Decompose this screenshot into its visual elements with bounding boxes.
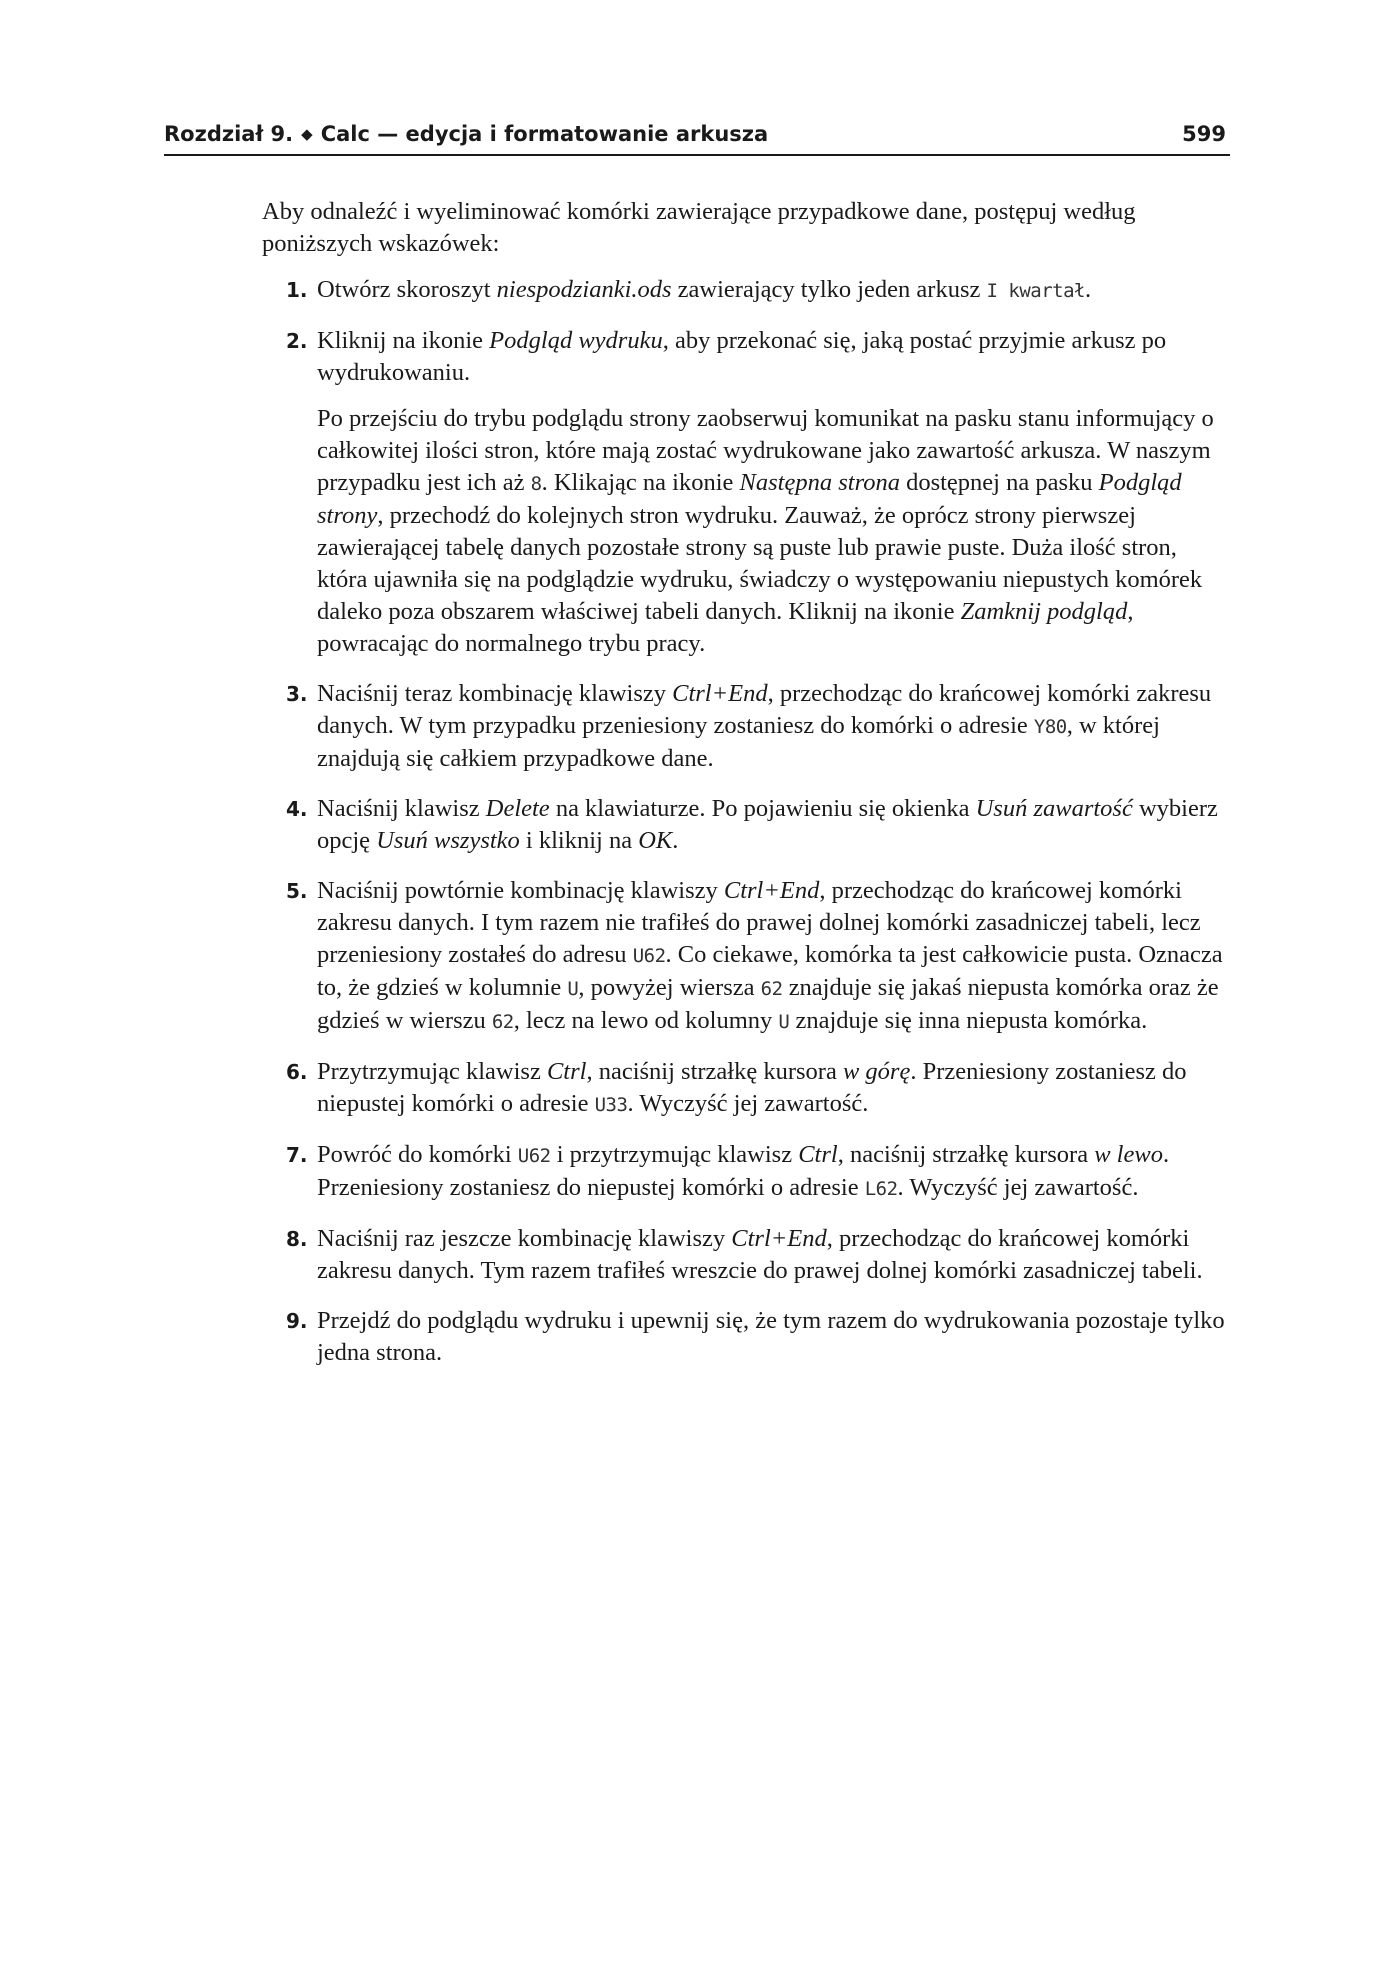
step-text — [317, 1305, 1230, 1369]
text-run: , przechodź do kolejnych stron wydruku. Zauważ, że oprócz strony pierwszej zawierającej tabelę danych pozostałe strony są puste lub prawie puste. Duża ilość stron, która ujawniła się na podglądzie wydruku, świadczy o występowaniu niepustych komórek daleko poza obszarem właściwej tabeli danych. Kliknij na ikonie — [317, 502, 1203, 625]
text-run: na klawiaturze. Po pojawieniu się okienka — [549, 795, 976, 822]
step-text — [317, 1139, 1230, 1205]
key-combo: Ctrl+End — [723, 877, 820, 904]
ui-term: Zamknij podgląd — [960, 598, 1128, 625]
page-body — [262, 196, 1230, 1387]
file-name: niespodzianki.ods — [496, 276, 672, 303]
text-run: Otwórz skoroszyt — [317, 276, 497, 303]
key-name: Ctrl — [798, 1141, 838, 1168]
step-8 — [262, 1223, 1230, 1287]
text-run: i przytrzymując klawisz — [550, 1141, 799, 1168]
step-text — [317, 875, 1230, 1038]
text-run: znajduje się jakaś niepusta komórka oraz że gdzieś w wierszu — [317, 974, 1219, 1034]
step-note — [317, 403, 1230, 660]
arrow-direction: w górę — [842, 1058, 911, 1085]
running-header — [164, 118, 1230, 156]
step-6 — [262, 1056, 1230, 1121]
text-run: Kliknij na ikonie — [317, 327, 490, 354]
text-run: Powróć do komórki — [317, 1141, 518, 1168]
step-7 — [262, 1139, 1230, 1205]
cell-address: U62 — [632, 945, 666, 967]
sheet-name: I kwartał — [986, 280, 1085, 302]
step-number: 7. — [286, 1143, 308, 1167]
text-run: . — [1084, 276, 1092, 303]
cell-address: U33 — [594, 1094, 628, 1116]
chapter-heading — [164, 122, 768, 146]
text-run: , przechodząc do krańcowej komórki zakresu danych. W tym przypadku przeniesiony zostaniesz do komórki o adresie — [317, 680, 1212, 739]
text-run: , przechodząc do krańcowej komórki zakresu danych. I tym razem nie trafiłeś do prawej dolnej komórki zasadniczej tabeli, lecz przeniesiony zostałeś do adresu — [317, 877, 1201, 968]
text-run: . Wyczyść jej zawartość. — [627, 1090, 869, 1117]
step-5 — [262, 875, 1230, 1038]
key-name: Ctrl — [546, 1058, 587, 1085]
code-value: 8 — [530, 473, 542, 495]
ui-term: Usuń wszystko — [376, 827, 520, 854]
text-run: , lecz na lewo od kolumny — [513, 1007, 779, 1034]
key-combo: Ctrl+End — [672, 680, 768, 707]
text-run: Przytrzymując klawisz — [317, 1058, 547, 1085]
step-number: 4. — [286, 797, 308, 821]
text-run: Po przejściu do trybu podglądu strony zaobserwuj komunikat na pasku stanu informujący o całkowitej ilości stron, które mają zostać wydrukowane jako zawartość arkusza. W naszym przypadku jest ich aż — [317, 405, 1214, 496]
text-run: , naciśnij strzałkę kursora — [586, 1058, 843, 1085]
chapter-title: Calc — edycja i formatowanie arkusza — [320, 122, 769, 146]
step-3 — [262, 678, 1230, 775]
text-run: wybierz opcję — [317, 795, 1218, 854]
text-run: , naciśnij strzałkę kursora — [837, 1141, 1095, 1168]
text-run: . Wyczyść jej zawartość. — [897, 1174, 1139, 1201]
text-run: . — [672, 827, 679, 854]
step-4 — [262, 793, 1230, 857]
text-run: znajduje się inna niepusta komórka. — [789, 1007, 1148, 1034]
key-combo: Ctrl+End — [731, 1225, 827, 1252]
row-number: 62 — [760, 978, 783, 1000]
text-run: i kliknij na — [519, 827, 639, 854]
text-run: Naciśnij klawisz — [317, 795, 486, 822]
diamond-icon: ◆ — [301, 125, 313, 143]
ui-term: Podgląd strony — [317, 469, 1182, 529]
text-run: , powracając do normalnego trybu pracy. — [317, 598, 1134, 657]
ui-term: Podgląd wydruku — [489, 327, 663, 354]
ui-term: OK — [638, 827, 673, 854]
step-number: 1. — [286, 278, 308, 302]
ui-term: Następna strona — [739, 469, 900, 496]
step-number: 8. — [286, 1227, 308, 1251]
step-2 — [262, 325, 1230, 660]
page-number: 599 — [1182, 122, 1226, 146]
steps-list — [262, 274, 1230, 1369]
text-run: , przechodząc do krańcowej komórki zakresu danych. Tym razem trafiłeś wreszcie do prawej dolnej komórki zasadniczej tabeli. — [317, 1225, 1203, 1284]
step-9 — [262, 1305, 1230, 1369]
text-run: dostępnej na pasku — [899, 469, 1099, 496]
arrow-direction: w lewo — [1094, 1141, 1163, 1168]
text-run: Naciśnij teraz kombinację klawiszy — [317, 680, 673, 707]
step-1 — [262, 274, 1230, 307]
text-run: . Klikając na ikonie — [541, 469, 740, 496]
step-text — [317, 325, 1230, 389]
text-run: zawierający tylko jeden arkusz — [671, 276, 987, 303]
key-name: Delete — [485, 795, 550, 822]
step-number: 3. — [286, 682, 308, 706]
text-run: . Przeniesiony zostaniesz do niepustej komórki o adresie — [317, 1058, 1187, 1117]
text-run: Przejdź do podglądu wydruku i upewnij się, że tym razem do wydrukowania pozostaje tylko jedna strona. — [317, 1307, 1225, 1366]
step-number: 2. — [286, 329, 308, 353]
chapter-label: Rozdział 9. — [164, 122, 294, 146]
step-text — [317, 793, 1230, 857]
step-number: 9. — [286, 1309, 308, 1333]
step-number: 5. — [286, 879, 308, 903]
text-run: , w której znajdują się całkiem przypadkowe dane. — [317, 712, 1160, 772]
text-run: , aby przekonać się, jaką postać przyjmie arkusz po wydrukowaniu. — [317, 327, 1167, 386]
step-number: 6. — [286, 1060, 308, 1084]
intro-paragraph: Aby odnaleźć i wyeliminować komórki zawierające przypadkowe dane, postępuj według poniższych wskazówek: — [262, 198, 1136, 257]
step-text — [317, 274, 1230, 307]
row-number: 62 — [491, 1011, 514, 1033]
text-run: . Przeniesiony zostaniesz do niepustej komórki o adresie — [317, 1141, 1170, 1201]
column-name: U — [567, 978, 579, 1000]
text-run: , powyżej wiersza — [578, 974, 761, 1001]
ui-term: Usuń zawartość — [975, 795, 1133, 822]
step-text — [317, 678, 1230, 775]
step-text — [317, 1223, 1230, 1287]
cell-address: L62 — [864, 1178, 898, 1200]
text-run: Naciśnij raz jeszcze kombinację klawiszy — [317, 1225, 732, 1252]
cell-address: U62 — [517, 1145, 551, 1167]
step-text — [317, 1056, 1230, 1121]
column-name: U — [778, 1011, 790, 1033]
text-run: Naciśnij powtórnie kombinację klawiszy — [317, 877, 724, 904]
cell-address: Y80 — [1033, 716, 1067, 738]
text-run: . Co ciekawe, komórka ta jest całkowicie pusta. Oznacza to, że gdzieś w kolumnie — [317, 941, 1223, 1001]
